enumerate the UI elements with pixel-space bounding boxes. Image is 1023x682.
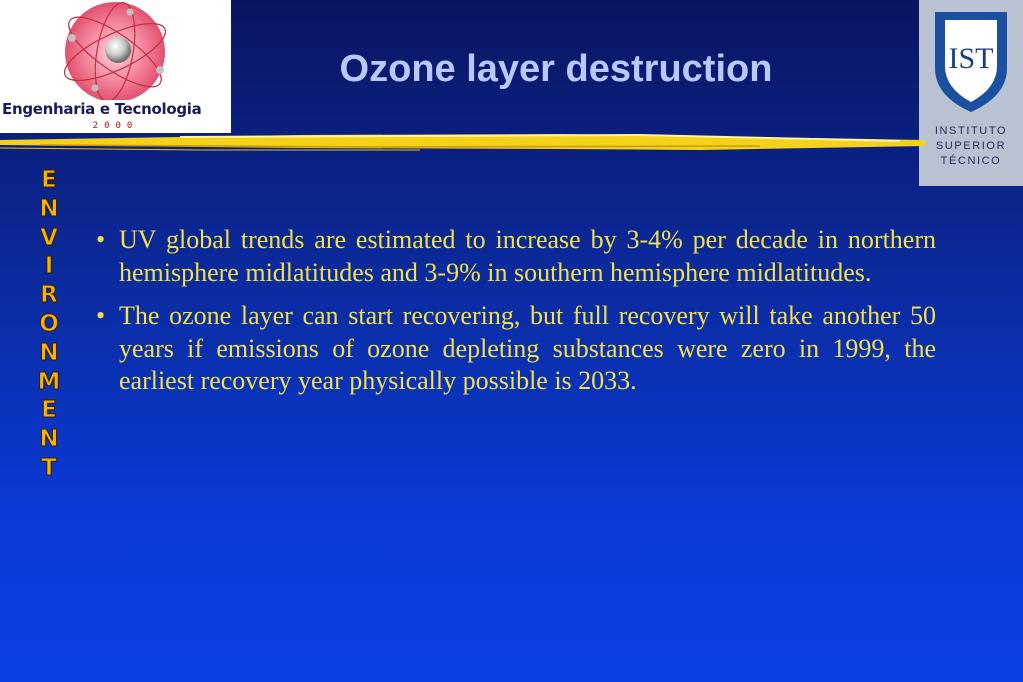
side-letter: O [39,310,59,337]
slide-title: Ozone layer destruction [339,48,773,90]
bullet-marker: • [96,301,106,330]
vertical-side-word [14,166,84,483]
ist-shield-icon [931,8,1011,116]
ist-line-1: INSTITUTO [934,125,1008,137]
side-letter: I [44,253,54,280]
ist-name-text [919,124,1023,169]
side-letter: V [40,224,58,251]
bullet-item [96,224,936,289]
ist-line-3: TÉCNICO [940,155,1002,167]
side-letter: M [37,368,61,395]
engenharia-tecnologia-logo [0,0,231,133]
side-letter: N [39,426,59,453]
side-letter: T [41,454,57,481]
engenharia-tecnologia-text: Engenharia e Tecnologia [2,100,202,118]
title-underline-stroke [0,126,925,158]
atom-logo-icon [0,0,231,100]
instituto-superior-tecnico-logo [919,0,1023,186]
side-letter: R [40,282,58,309]
bullet-item [96,300,936,398]
bullet-list [96,224,936,409]
ist-line-2: SUPERIOR [935,140,1007,152]
side-letter: E [41,167,57,193]
bullet-text: UV global trends are estimated to increase by 3-4% per decade in northern hemisphere midlatitudes and 3-9% in southern hemisphere midlatitudes. [119,225,936,287]
bullet-text: The ozone layer can start recovering, but full recovery will take another 50 years if emissions of ozone depleting substances were zero in 1999, the earliest recovery year physically possible is 2033. [119,301,936,395]
logo-year-text: 2000 [92,121,139,131]
side-letter: E [41,397,57,424]
side-letter: N [39,339,59,366]
bullet-marker: • [96,225,106,254]
ist-mark-text: IST [948,42,994,75]
side-letter: N [39,195,59,222]
